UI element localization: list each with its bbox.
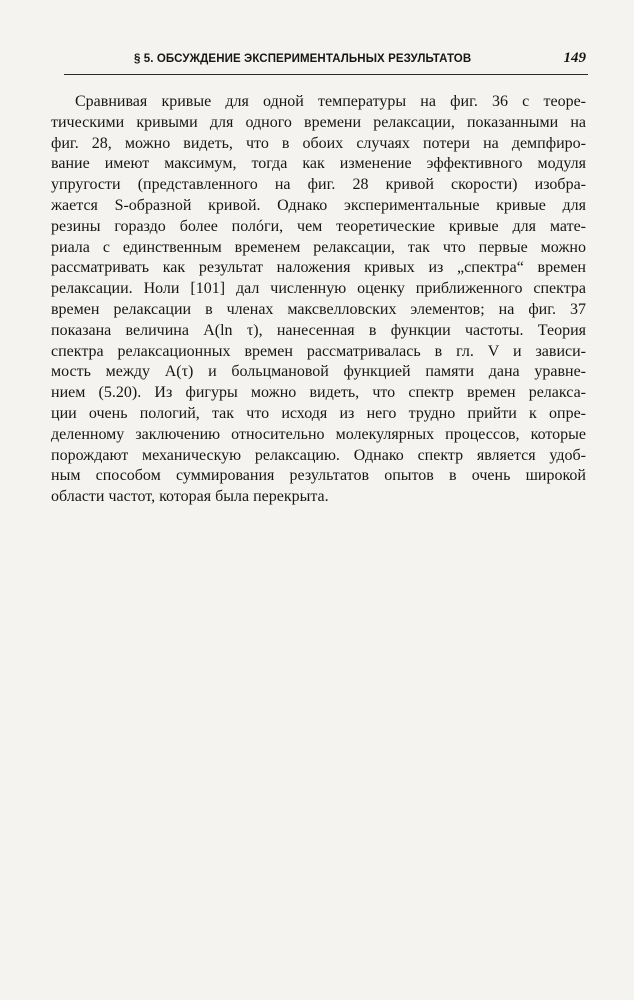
text-line: ции очень пологий, так что исходя из него трудно прийти к опре- (51, 404, 586, 422)
text-line: времен релаксации в членах максвелловских элементов; на фиг. 37 (51, 300, 586, 318)
text-line: показана величина A(ln τ), нанесенная в функции частоты. Теория (51, 321, 586, 339)
text-line: порождают механическую релаксацию. Однако спектр является удоб- (51, 446, 586, 464)
text-line: резины гораздо более полóги, чем теоретические кривые для мате- (51, 217, 586, 235)
text-line: мость между A(τ) и больцмановой функцией памяти дана уравне- (51, 363, 586, 381)
text-line: жается S-образной кривой. Однако экспериментальные кривые для (51, 196, 586, 214)
text-line: тическими кривыми для одного времени релаксации, показанными на (51, 113, 586, 131)
text-line: области частот, которая была перекрыта. (51, 488, 329, 506)
text-line: Сравнивая кривые для одной температуры на фиг. 36 с теоре- (75, 93, 586, 110)
text-line: вание имеют максимум, тогда как изменение эффективного модуля (51, 155, 586, 173)
text-line: ным способом суммирования результатов опытов в очень широкой (51, 467, 586, 485)
page-number: 149 (563, 50, 586, 66)
section-title: § 5. ОБСУЖДЕНИЕ ЭКСПЕРИМЕНТАЛЬНЫХ РЕЗУЛЬТАТОВ (134, 53, 472, 65)
text-line: релаксации. Ноли [101] дал численную оценку приближенного спектра (51, 280, 586, 298)
text-line: риала с единственным временем релаксации, так что первые можно (51, 238, 586, 256)
text-line: спектра релаксационных времен рассматривалась в гл. V и зависи- (51, 342, 586, 360)
text-line: упругости (представленного на фиг. 28 кривой скорости) изобра- (51, 176, 586, 194)
text-line: нием (5.20). Из фигуры можно видеть, что спектр времен релакса- (51, 384, 586, 402)
running-header (64, 52, 588, 75)
text-line: деленному заключению относительно молекулярных процессов, которые (51, 425, 586, 443)
body-paragraph (51, 92, 586, 508)
text-line: рассматривать как результат наложения кривых из „спектра“ времен (51, 259, 586, 277)
text-line: фиг. 28, можно видеть, что в обоих случаях потери на демпфиро- (51, 134, 586, 152)
